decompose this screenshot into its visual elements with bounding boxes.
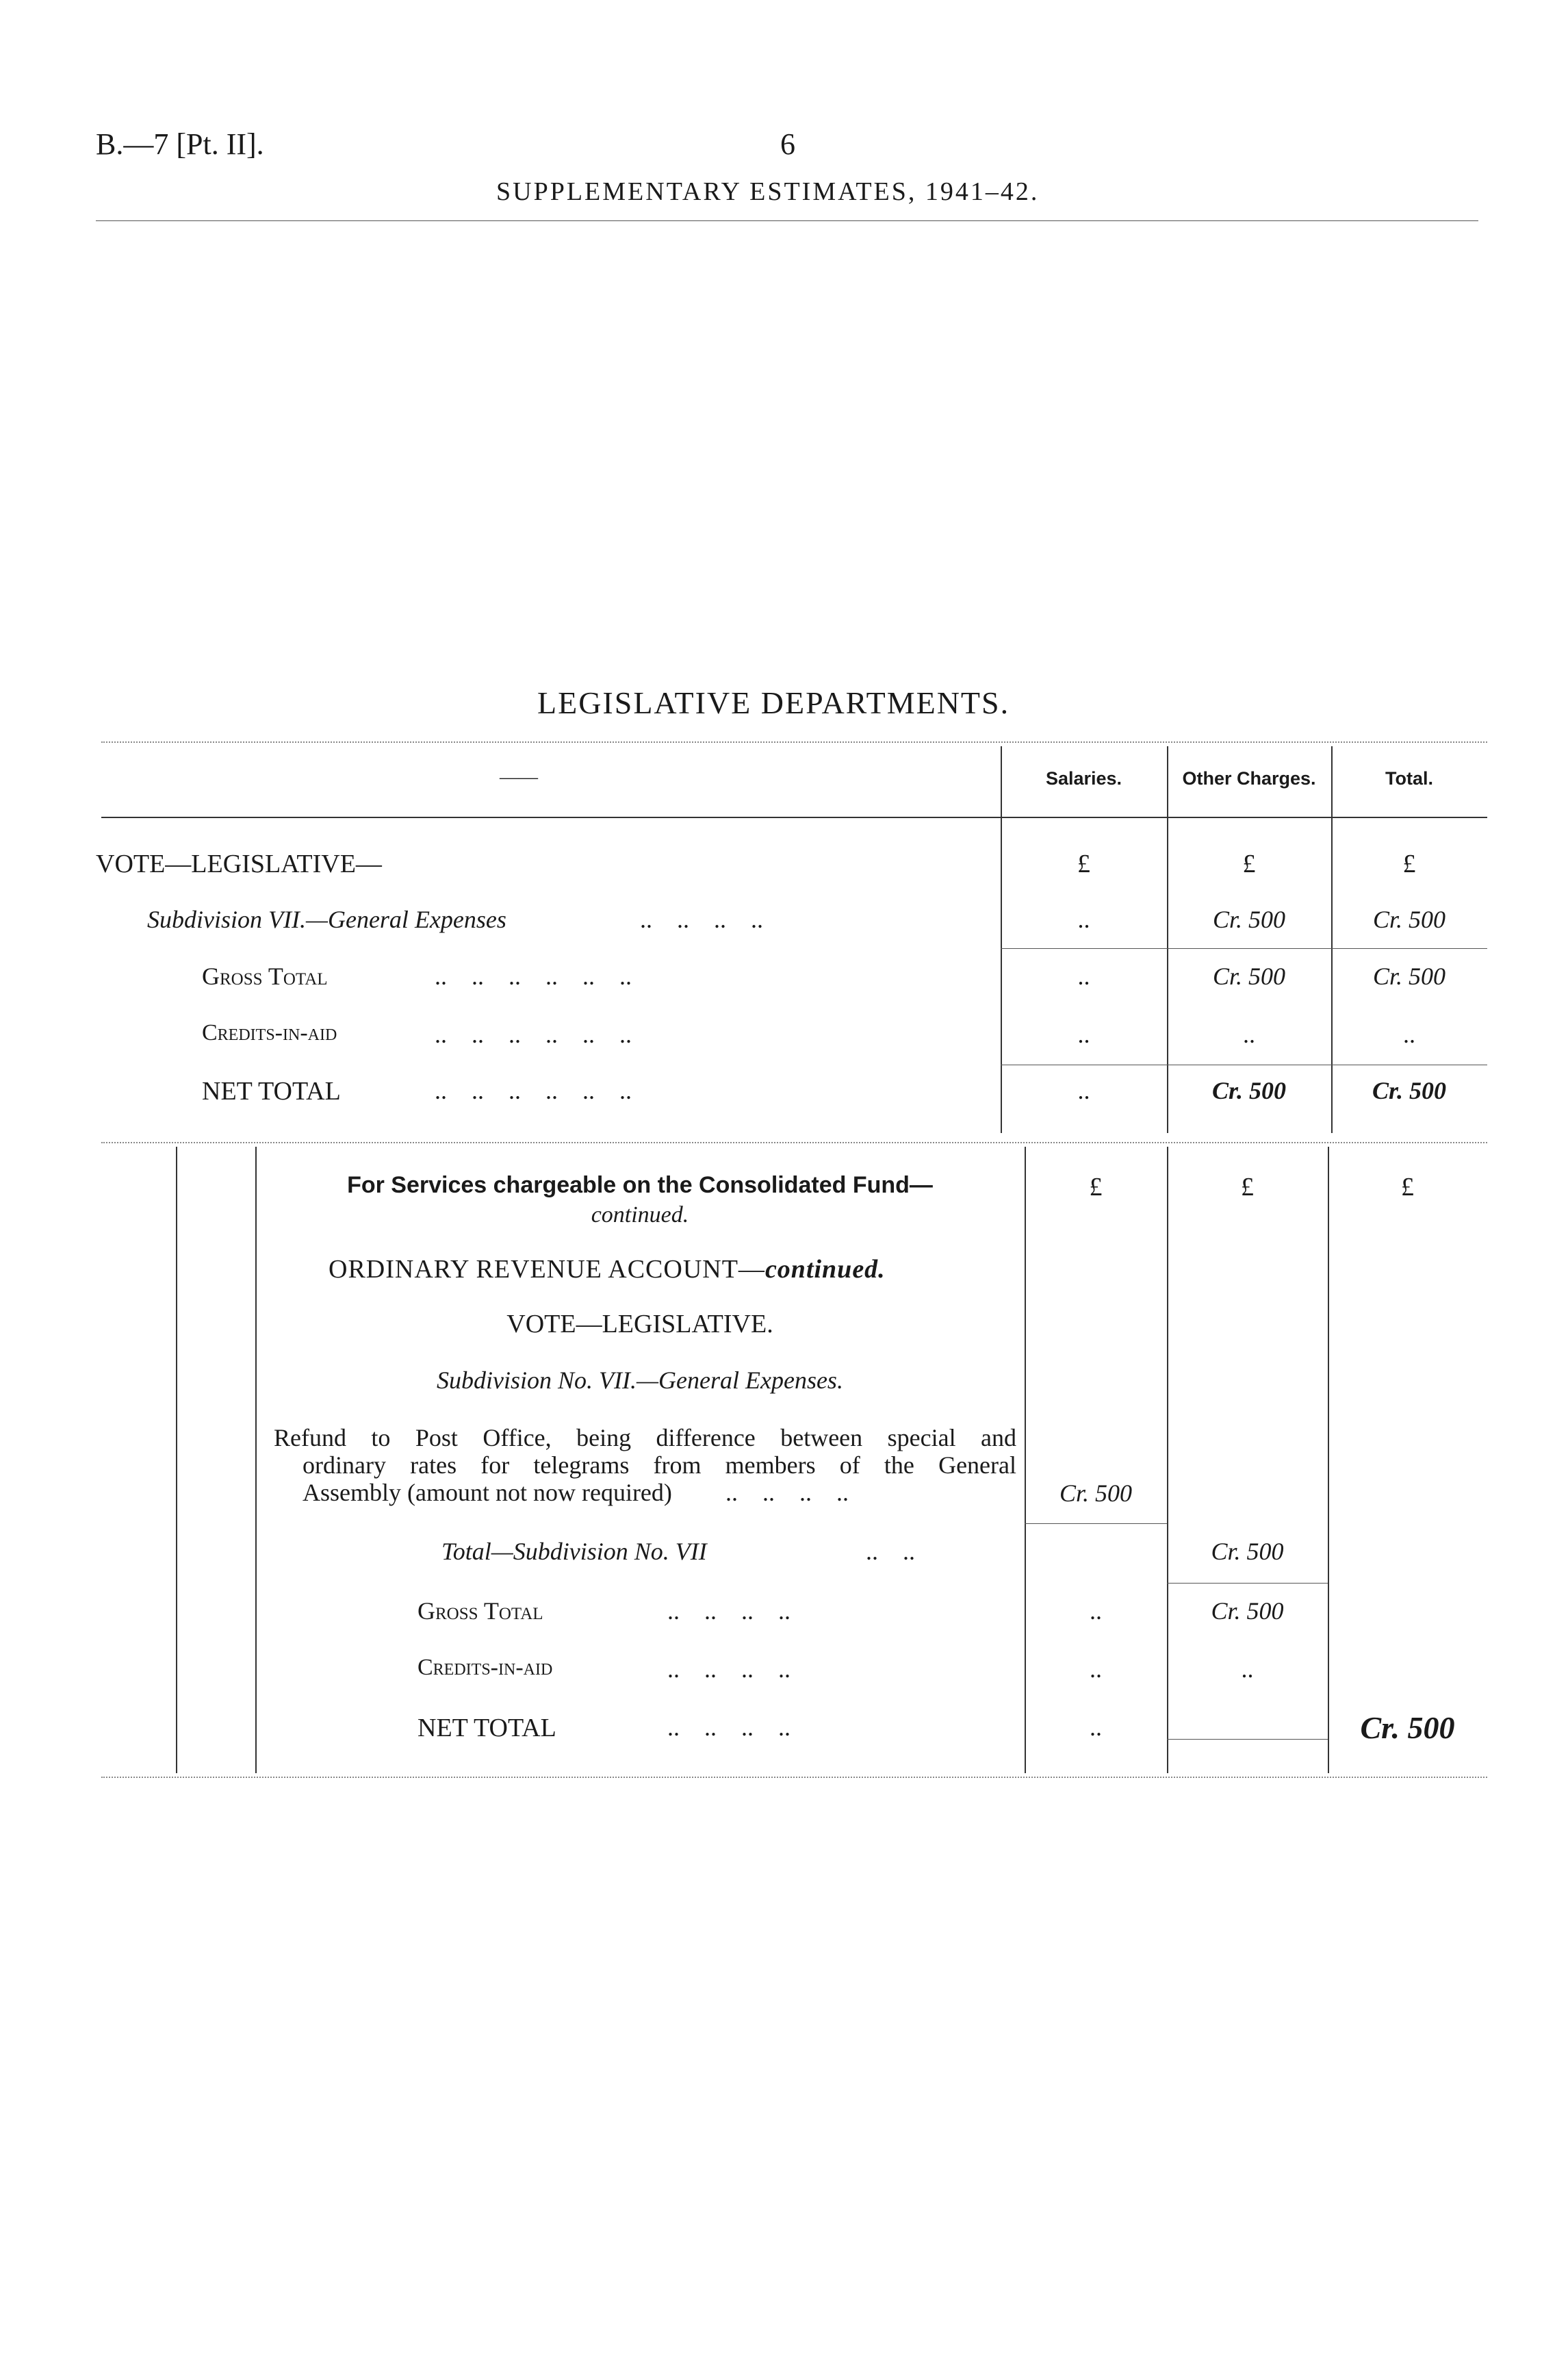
detail-margin-line-1 — [176, 1147, 177, 1773]
detail-currency-2: £ — [1241, 1173, 1254, 1202]
account-name: ORDINARY REVENUE ACCOUNT— — [329, 1255, 765, 1284]
vote-label: VOTE—LEGISLATIVE— — [96, 850, 382, 878]
dot-leader: .. .. .. .. .. .. — [435, 1021, 632, 1048]
summary-cell-salaries: .. — [1077, 1021, 1090, 1048]
dot-leader: .. .. .. .. .. .. — [435, 963, 632, 990]
running-title: SUPPLEMENTARY ESTIMATES, 1941–42. — [496, 177, 1040, 206]
summary-row-label: Credits-in-aid — [202, 1020, 337, 1045]
column-header-rule — [101, 817, 1487, 818]
summary-cell-other: Cr. 500 — [1212, 906, 1286, 933]
total-column-header: Total. — [1385, 768, 1433, 789]
detail-column-divider-3 — [1328, 1147, 1329, 1773]
summary-cell-salaries: .. — [1077, 963, 1090, 990]
other-charges-column-header: Other Charges. — [1182, 768, 1316, 789]
summary-cell-total: .. — [1403, 1021, 1415, 1048]
subtotal-amount: Cr. 500 — [1211, 1538, 1284, 1565]
document-reference: B.—7 [Pt. II]. — [96, 127, 264, 161]
subtotal-rule — [1001, 948, 1487, 949]
summary-cell-salaries: .. — [1077, 1077, 1090, 1104]
detail-currency-1: £ — [1089, 1173, 1103, 1202]
detail-currency-3: £ — [1401, 1173, 1414, 1202]
summary-row-label: Subdivision VII.—General Expenses — [147, 906, 506, 933]
dot-leader: .. .. .. .. — [667, 1714, 791, 1741]
currency-other: £ — [1242, 850, 1256, 878]
summary-row-label: Gross Total — [202, 963, 328, 990]
refund-item-amount: Cr. 500 — [1059, 1479, 1133, 1507]
summary-cell-total: Cr. 500 — [1372, 906, 1446, 933]
account-heading — [329, 1254, 886, 1284]
credits-in-aid-col1: .. — [1090, 1655, 1102, 1683]
summary-cell-other: .. — [1243, 1021, 1255, 1048]
net-total-amount: Cr. 500 — [1360, 1710, 1455, 1745]
currency-salaries: £ — [1077, 850, 1090, 878]
credits-in-aid-col2: .. — [1241, 1655, 1254, 1683]
dot-leader: .. .. .. .. — [725, 1479, 849, 1506]
refund-item-line-1: Refund to Post Office, being difference between special and — [274, 1424, 1016, 1451]
gross-total-col2: Cr. 500 — [1211, 1597, 1284, 1625]
fund-heading-continued: continued. — [591, 1202, 689, 1228]
dot-leader: .. .. .. .. — [667, 1655, 791, 1683]
net-total-label: NET TOTAL — [417, 1714, 556, 1742]
refund-item-line-2: ordinary rates for telegrams from members of the General — [303, 1451, 1016, 1479]
item-subtotal-rule — [1025, 1523, 1167, 1524]
header-rule — [96, 220, 1478, 221]
net-total-col1: .. — [1090, 1714, 1102, 1741]
column-divider-2 — [1167, 746, 1168, 1133]
subdivision-heading: Subdivision No. VII.—General Expenses. — [437, 1367, 843, 1394]
vote-heading: VOTE—LEGISLATIVE. — [506, 1310, 773, 1338]
net-total-rule — [1167, 1739, 1328, 1740]
refund-item — [274, 1424, 1016, 1506]
gross-total-label: Gross Total — [417, 1597, 543, 1625]
detail-margin-line-2 — [255, 1147, 257, 1773]
summary-cell-other: Cr. 500 — [1212, 963, 1286, 990]
fund-heading: For Services chargeable on the Consolidated Fund— — [347, 1172, 933, 1198]
description-column-header: —— — [500, 767, 538, 788]
detail-top-rule — [101, 1142, 1487, 1143]
summary-cell-other: Cr. 500 — [1211, 1077, 1287, 1104]
column-divider-1 — [1001, 746, 1002, 1133]
detail-bottom-rule — [101, 1777, 1487, 1778]
table-top-rule — [101, 741, 1487, 743]
section-title: LEGISLATIVE DEPARTMENTS. — [537, 685, 1010, 720]
subtotal-label: Total—Subdivision No. VII — [441, 1538, 707, 1565]
account-continued: continued. — [764, 1255, 886, 1284]
dot-leader: .. .. .. .. .. .. — [435, 1077, 632, 1104]
summary-cell-total: Cr. 500 — [1372, 1077, 1447, 1104]
currency-total: £ — [1402, 850, 1416, 878]
column-divider-3 — [1331, 746, 1333, 1133]
dot-leader: .. .. .. .. — [640, 906, 763, 933]
gross-total-col1: .. — [1090, 1597, 1102, 1625]
subtotal-rule — [1167, 1583, 1328, 1584]
salaries-column-header: Salaries. — [1045, 768, 1122, 789]
credits-in-aid-label: Credits-in-aid — [417, 1655, 553, 1680]
summary-row-label: NET TOTAL — [202, 1077, 341, 1106]
summary-cell-total: Cr. 500 — [1372, 963, 1446, 990]
summary-cell-salaries: .. — [1077, 906, 1090, 933]
page-number: 6 — [780, 127, 795, 161]
dot-leader: .. .. .. .. — [667, 1597, 791, 1625]
refund-item-line-3: Assembly (amount not now required) — [303, 1479, 672, 1506]
dot-leader: .. .. — [866, 1538, 915, 1565]
